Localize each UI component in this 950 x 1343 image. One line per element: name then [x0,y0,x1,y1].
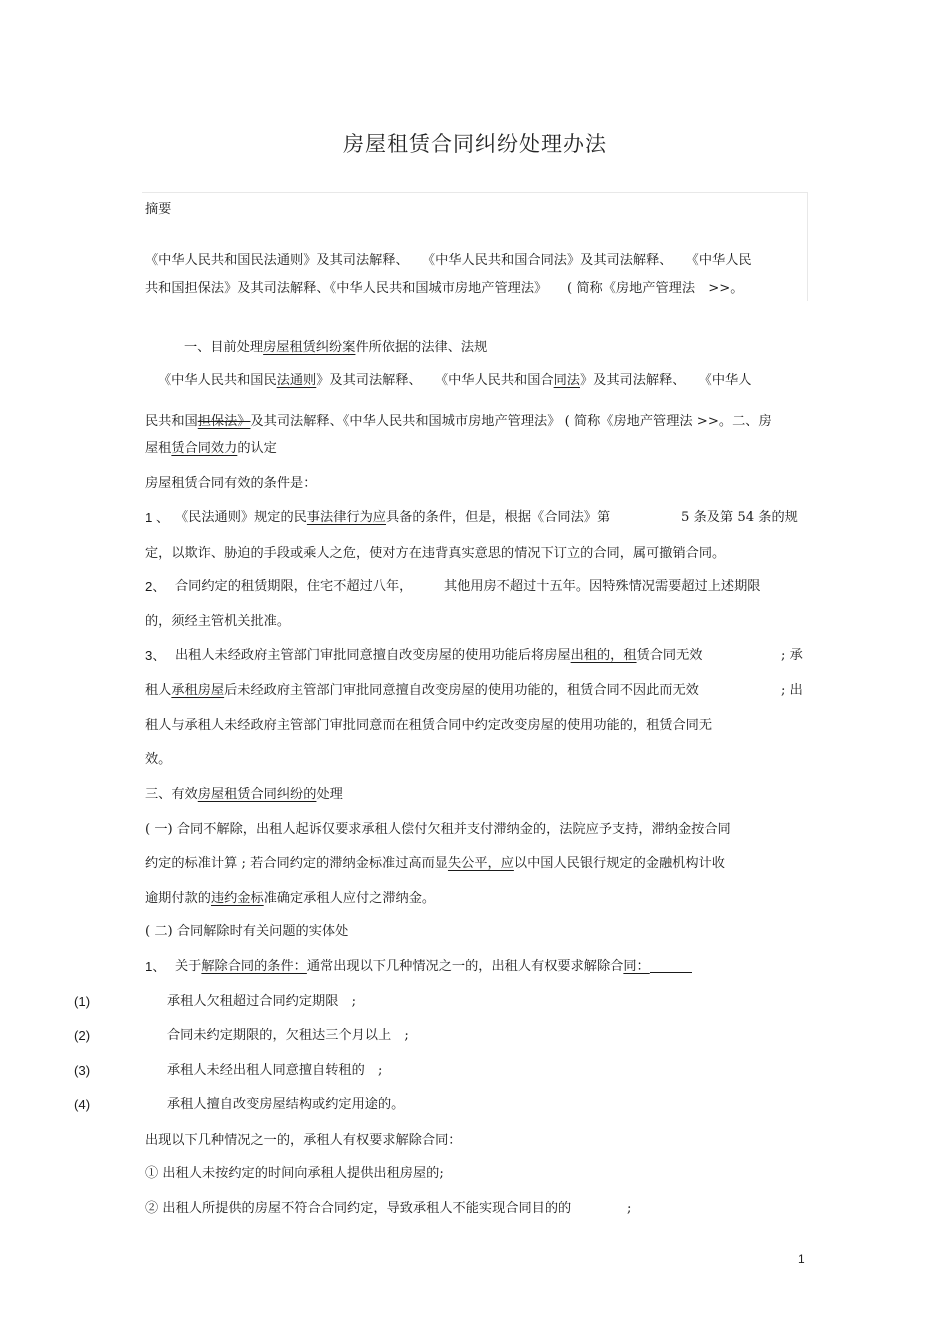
p2-item1-text: 关于解除合同的条件：通常出现以下几种情况之一的，出租人有权要求解除合同： [175,960,692,973]
termination-item-number: (1) [74,994,91,1009]
termination-item-text: 承租人未经出租人同意擅自转租的 ; [167,1063,383,1078]
item3-number: 3、 [145,648,166,663]
conditions-heading: 房屋租赁合同有效的条件是： [145,476,317,491]
page-title: 房屋租赁合同纠纷处理办法 [343,132,607,156]
item3-line-2: 租人承租房屋后未经政府主管部门审批同意擅自改变房屋的使用功能的，租赁合同不因此而无效 [145,683,699,698]
section1-line-3: 屋租赁合同效力的认定 [145,441,277,456]
section1-heading: 一、目前处理房屋租赁纠纷案件所依据的法律、法规 [184,340,488,355]
item2-text-a: 合同约定的租赁期限，住宅不超过八年， [175,579,413,594]
summary-label: 摘要 [145,202,172,217]
item1-number: 1 、 [145,510,170,525]
section1-line-2: 民共和国担保法》及其司法解释、《中华人民共和国城市房地产管理法》 ( 简称《房地产管理法 >>。二、房 [145,414,772,429]
page-number: 1 [798,1252,805,1266]
termination-item-text: 承租人欠租超过合同约定期限 ; [167,994,357,1009]
blank-fill-line [650,960,692,973]
item3-semicolon: ; 承 [781,648,803,663]
termination-item-number: (4) [74,1097,91,1112]
summary-line-1: 《中华人民共和国民法通则》及其司法解释、 《中华人民共和国合同法》及其司法解释、 《中华人民 [145,253,752,268]
termination-item-number: (3) [74,1063,91,1078]
section3-p2: ( 二) 合同解除时有关问题的实体处 [145,924,349,939]
p2-item1-number: 1、 [145,959,166,974]
section3-p1-line-3: 逾期付款的违约金标准确定承租人应付之滞纳金。 [145,891,436,906]
item3-line-3: 租人与承租人未经政府主管部门审批同意而在租赁合同中约定改变房屋的使用功能的，租赁合同无 [145,718,713,733]
item1-continuation: 定，以欺诈、胁迫的手段或乘人之危，使对方在违背真实意思的情况下订立的合同，属可撤销合同。 [145,546,726,561]
termination-item-text: 承租人擅自改变房屋结构或约定用途的。 [167,1097,405,1112]
tenant-rights-heading: 出现以下几种情况之一的，承租人有权要求解除合同： [145,1133,462,1148]
section3-p1-line-2: 约定的标准计算 ; 若合同约定的滞纳金标准过高而显失公平，应以中国人民银行规定的金融机构计收 [145,856,725,871]
tenant-right-2-semicolon: ; [627,1201,632,1216]
item1-article-ref: 5 条及第 54 条的规 [681,510,798,525]
tenant-right-1: ① 出租人未按约定的时间向承租人提供出租房屋的; [145,1166,444,1181]
item2-text-b: 其他用房不超过十五年。因特殊情况需要超过上述期限 [444,579,761,594]
section3-heading: 三、有效房屋租赁合同纠纷的处理 [145,787,343,802]
section1-line-1: 《中华人民共和国民法通则》及其司法解释、 《中华人民共和国合同法》及其司法解释、 《中华人 [158,373,752,388]
item3-line-2-semicolon: ; 出 [781,683,803,698]
section3-p1-line-1: ( 一) 合同不解除，出租人起诉仅要求承租人偿付欠租并支付滞纳金的，法院应予支持，滞纳金按合同 [145,822,731,837]
item2-number: 2、 [145,579,166,594]
item1-text: 《民法通则》规定的民事法律行为应具备的条件，但是，根据《合同法》第 [175,510,611,525]
item3-text: 出租人未经政府主管部门审批同意擅自改变房屋的使用功能后将房屋出租的，租赁合同无效 [175,648,703,663]
termination-item-number: (2) [74,1028,91,1043]
item2-continuation: 的，须经主管机关批准。 [145,614,291,629]
summary-line-2: 共和国担保法》及其司法解释、《中华人民共和国城市房地产管理法》 ( 简称《房地产管理法 >>。 [145,281,744,296]
item3-line-4: 效。 [145,752,172,767]
termination-item-text: 合同未约定期限的，欠租达三个月以上 ; [167,1028,409,1043]
tenant-right-2: ② 出租人所提供的房屋不符合合同约定，导致承租人不能实现合同目的的 [145,1201,572,1216]
